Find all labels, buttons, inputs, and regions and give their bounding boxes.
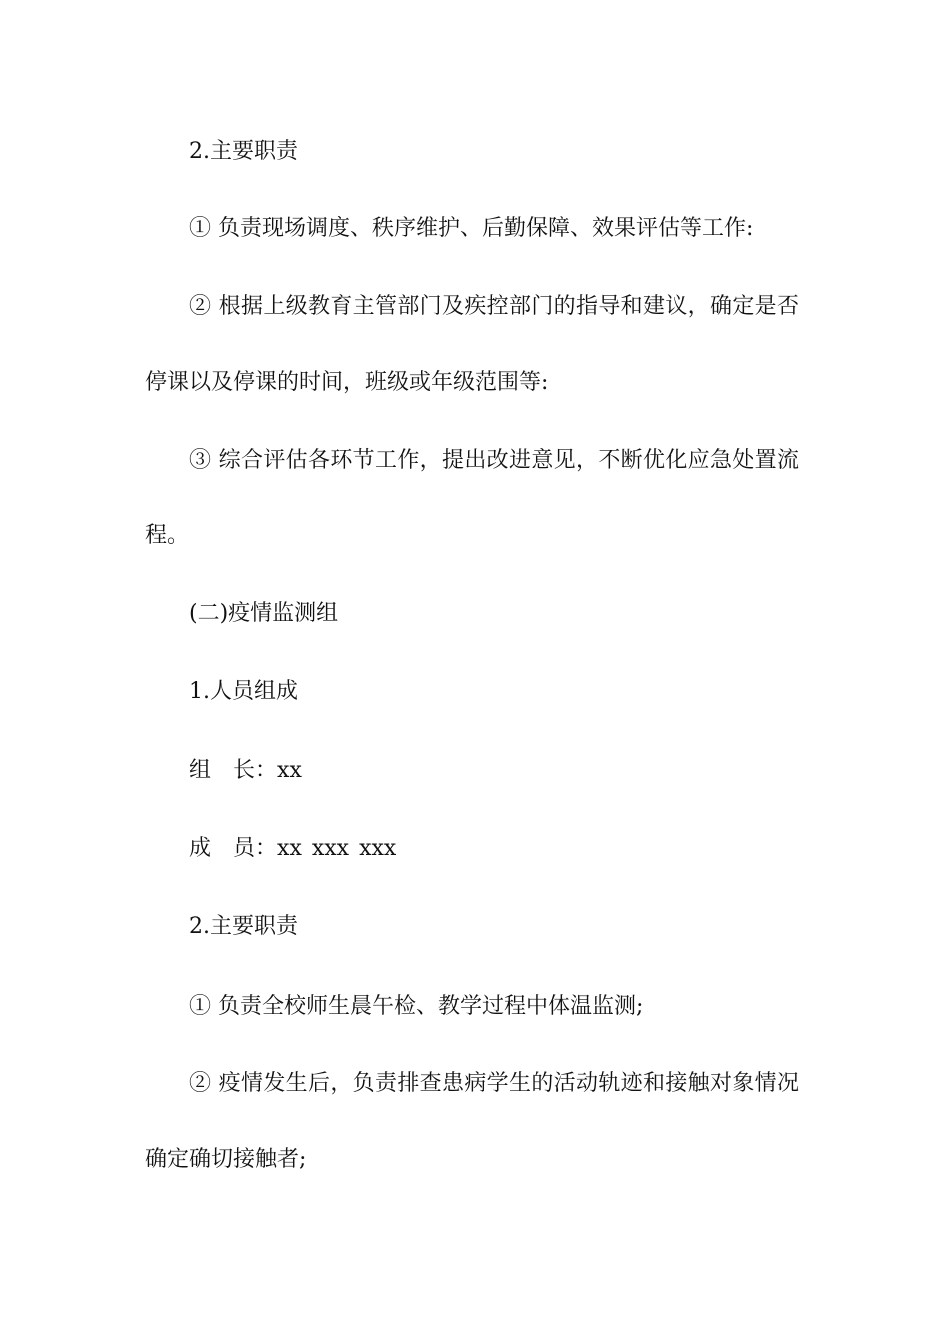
members-label-b: 员：	[233, 836, 278, 861]
section-heading-duties-2: 2.主要职责	[189, 914, 298, 939]
paragraph-duty-2-line-1: ② 根据上级教育主管部门及疾控部门的指导和建议，确定是否	[189, 294, 799, 319]
paragraph-monitor-duty-2-line-1: ② 疫情发生后，负责排查患病学生的活动轨迹和接触对象情况	[189, 1071, 799, 1096]
members-line	[0, 834, 950, 864]
paragraph-duty-1: ① 负责现场调度、秩序维护、后勤保障、效果评估等工作:	[189, 216, 754, 241]
leader-line	[0, 756, 950, 786]
member-value-3: xxx	[359, 836, 397, 861]
leader-value: xx	[277, 758, 302, 783]
section-heading-personnel: 1.人员组成	[189, 679, 298, 704]
member-value-1: xx	[277, 836, 302, 861]
section-heading-duties: 2.主要职责	[189, 139, 298, 164]
paragraph-duty-3-line-1: ③ 综合评估各环节工作，提出改进意见，不断优化应急处置流	[189, 448, 799, 473]
paragraph-duty-2-line-2: 停课以及停课的时间，班级或年级范围等:	[145, 370, 549, 395]
paragraph-duty-3-line-2: 程。	[145, 523, 190, 548]
members-label-a: 成	[189, 836, 212, 861]
paragraph-monitor-duty-2-line-2: 确定确切接触者;	[145, 1147, 307, 1172]
leader-label-a: 组	[189, 758, 212, 783]
paragraph-monitor-duty-1: ① 负责全校师生晨午检、教学过程中体温监测;	[189, 994, 644, 1019]
leader-label-b: 长：	[233, 758, 278, 783]
section-heading-monitoring-group: (二)疫情监测组	[189, 601, 339, 626]
member-value-2: xxx	[311, 836, 350, 861]
